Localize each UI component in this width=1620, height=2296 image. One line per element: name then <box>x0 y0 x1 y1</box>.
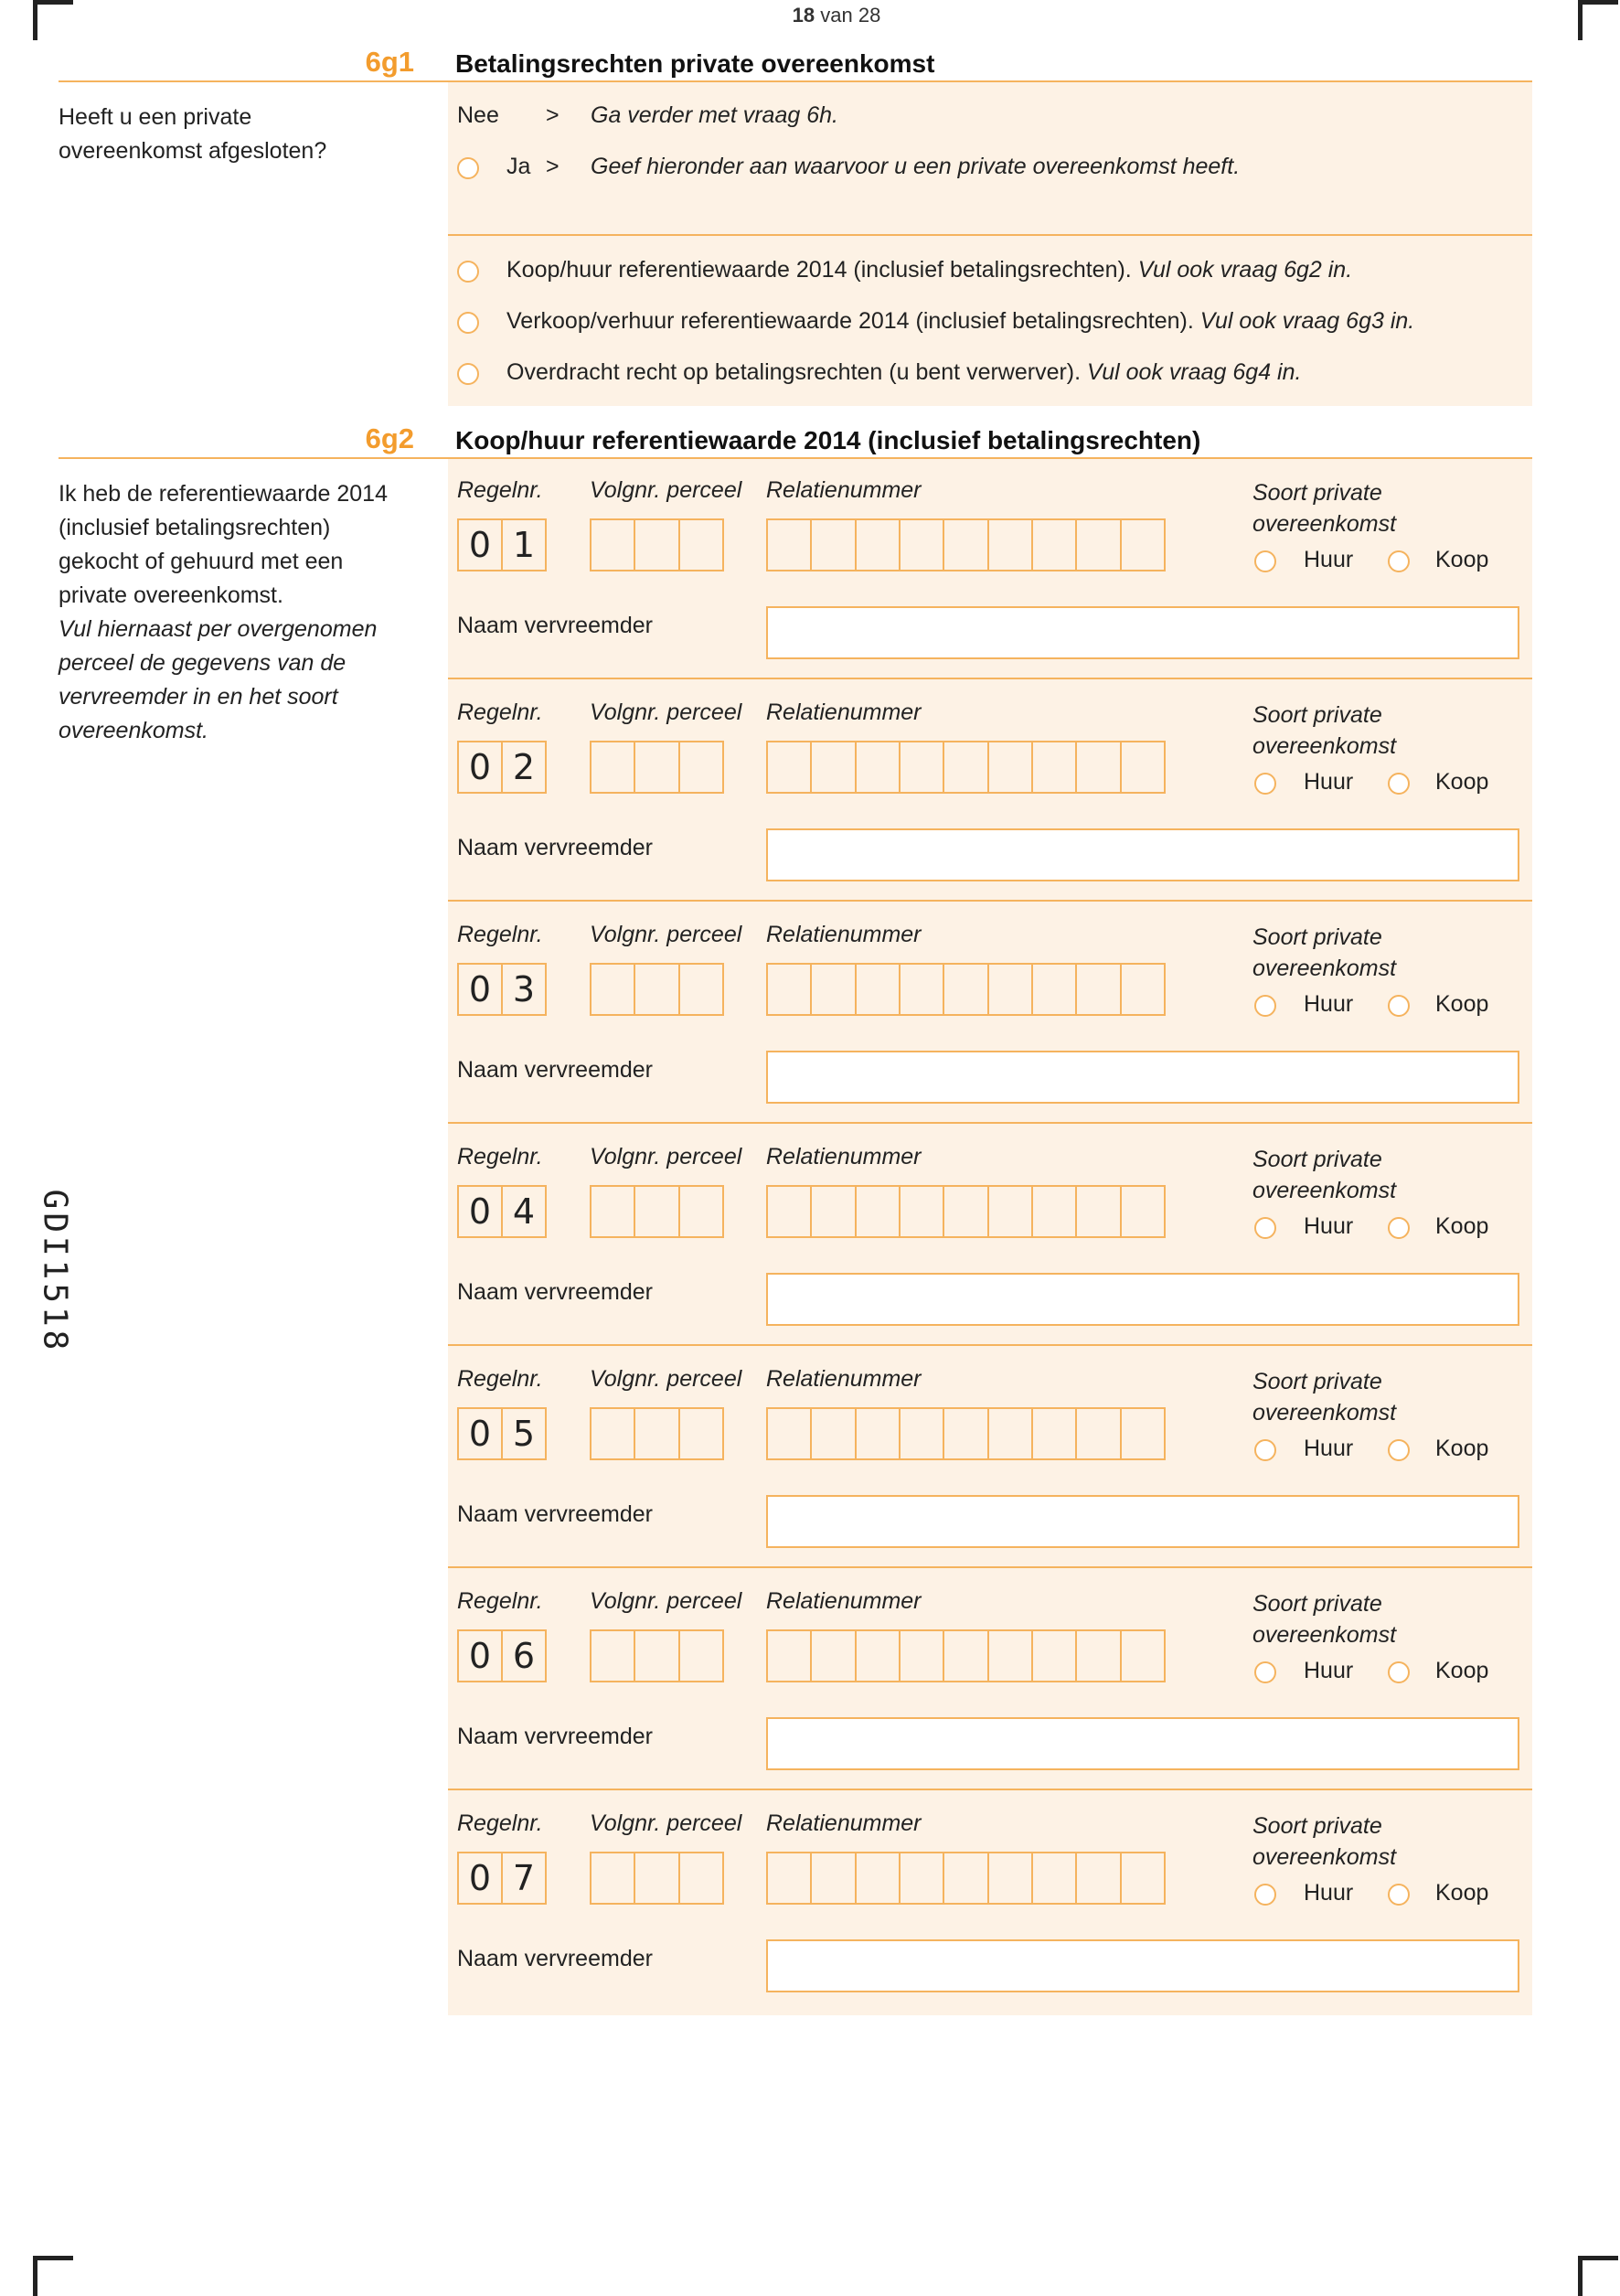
regelnr-label: Regelnr. <box>457 1144 543 1169</box>
soort-label: Soort private overeenkomst <box>1252 702 1397 759</box>
question-title-6g1: Betalingsrechten private overeenkomst <box>455 49 935 78</box>
relatienummer-label: Relatienummer <box>766 1810 922 1836</box>
regelnr-digit-2: 5 <box>512 1414 536 1454</box>
question-number-6g2: 6g2 <box>365 422 414 454</box>
regelnr-digit-1: 0 <box>459 1631 503 1681</box>
regelnr-label: Regelnr. <box>457 699 543 725</box>
row-divider <box>448 1344 1532 1346</box>
volgnr-label: Volgnr. perceel <box>590 477 742 503</box>
relatienummer-label: Relatienummer <box>766 1588 922 1614</box>
regelnr-digit-1: 0 <box>459 1409 503 1458</box>
option-verkoop-verhuur: Verkoop/verhuur referentiewaarde 2014 (inclusief betalingsrechten). Vul ook vraag 6g3 in. <box>506 308 1415 334</box>
volgnr-label: Volgnr. perceel <box>590 1810 742 1836</box>
row-divider <box>448 1122 1532 1124</box>
huur-radio[interactable] <box>1254 550 1276 572</box>
volgnr-label: Volgnr. perceel <box>590 1366 742 1392</box>
volgnr-label: Volgnr. perceel <box>590 1144 742 1169</box>
crop-mark-bottom-right <box>1578 2256 1583 2296</box>
regelnr-label: Regelnr. <box>457 922 543 947</box>
volgnr-label: Volgnr. perceel <box>590 1588 742 1614</box>
volgnr-input[interactable] <box>590 1629 724 1682</box>
relatienummer-input[interactable] <box>766 1185 1166 1238</box>
crop-mark-bottom-left <box>33 2256 37 2296</box>
relatienummer-input[interactable] <box>766 1629 1166 1682</box>
regelnr-digit-1: 0 <box>459 1853 503 1903</box>
huur-radio[interactable] <box>1254 1217 1276 1239</box>
soort-label: Soort private overeenkomst <box>1252 1591 1397 1648</box>
huur-label: Huur <box>1304 1658 1354 1683</box>
koop-radio[interactable] <box>1388 773 1410 795</box>
relatienummer-label: Relatienummer <box>766 1144 922 1169</box>
relatienummer-input[interactable] <box>766 741 1166 794</box>
relatienummer-label: Relatienummer <box>766 1366 922 1392</box>
crop-mark-bottom-right-h <box>1578 2256 1618 2260</box>
koop-label: Koop <box>1435 1880 1489 1906</box>
naam-vervreemder-label: Naam vervreemder <box>457 1057 653 1083</box>
regelnr-box <box>457 1185 547 1238</box>
volgnr-input[interactable] <box>590 518 724 571</box>
option-overdracht: Overdracht recht op betalingsrechten (u bent verwerver). Vul ook vraag 6g4 in. <box>506 359 1302 385</box>
relatienummer-label: Relatienummer <box>766 922 922 947</box>
option-koop-huur-radio[interactable] <box>457 261 479 283</box>
soort-label: Soort private overeenkomst <box>1252 480 1397 537</box>
koop-radio[interactable] <box>1388 1884 1410 1906</box>
volgnr-input[interactable] <box>590 741 724 794</box>
regelnr-label: Regelnr. <box>457 477 543 503</box>
relatienummer-input[interactable] <box>766 963 1166 1016</box>
page-number: 18 van 28 <box>792 4 881 27</box>
huur-radio[interactable] <box>1254 995 1276 1017</box>
option-verkoop-verhuur-radio[interactable] <box>457 312 479 334</box>
regelnr-digit-2: 3 <box>512 969 536 1009</box>
naam-vervreemder-input[interactable] <box>766 606 1519 659</box>
divider-6g1 <box>448 234 1532 236</box>
huur-label: Huur <box>1304 769 1354 795</box>
regelnr-digit-1: 0 <box>459 1187 503 1236</box>
regelnr-box <box>457 518 547 571</box>
regelnr-label: Regelnr. <box>457 1810 543 1836</box>
volgnr-input[interactable] <box>590 1852 724 1905</box>
option-koop-huur: Koop/huur referentiewaarde 2014 (inclusief betalingsrechten). Vul ook vraag 6g2 in. <box>506 257 1353 283</box>
row-divider <box>448 1789 1532 1790</box>
naam-vervreemder-label: Naam vervreemder <box>457 835 653 860</box>
answer-ja-arrow: > <box>546 154 560 179</box>
naam-vervreemder-label: Naam vervreemder <box>457 613 653 638</box>
answer-nee-instruction: Ga verder met vraag 6h. <box>591 102 838 128</box>
regelnr-label: Regelnr. <box>457 1588 543 1614</box>
regelnr-box <box>457 963 547 1016</box>
question-text-6g2: Ik heb de referentiewaarde 2014 (inclusief betalingsrechten) gekocht of gehuurd met een private overeenkomst. Vul hiernaast per overgenomen perceel de gegevens van de vervreemder in en het soort overeenkomst. <box>59 481 388 743</box>
naam-vervreemder-input[interactable] <box>766 1717 1519 1770</box>
crop-mark-bottom-left-h <box>33 2256 73 2260</box>
soort-label: Soort private overeenkomst <box>1252 1147 1397 1203</box>
question-title-6g2: Koop/huur referentiewaarde 2014 (inclusief betalingsrechten) <box>455 426 1201 454</box>
koop-radio[interactable] <box>1388 995 1410 1017</box>
naam-vervreemder-label: Naam vervreemder <box>457 1724 653 1749</box>
regelnr-digit-2: 6 <box>512 1636 536 1676</box>
koop-label: Koop <box>1435 991 1489 1017</box>
koop-radio[interactable] <box>1388 1439 1410 1461</box>
huur-radio[interactable] <box>1254 1661 1276 1683</box>
regelnr-digit-2: 2 <box>512 747 536 787</box>
naam-vervreemder-label: Naam vervreemder <box>457 1279 653 1305</box>
huur-label: Huur <box>1304 1213 1354 1239</box>
relatienummer-input[interactable] <box>766 518 1166 571</box>
naam-vervreemder-input[interactable] <box>766 1051 1519 1104</box>
relatienummer-label: Relatienummer <box>766 477 922 503</box>
regelnr-digit-1: 0 <box>459 520 503 570</box>
option-overdracht-radio[interactable] <box>457 363 479 385</box>
soort-label: Soort private overeenkomst <box>1252 1369 1397 1426</box>
volgnr-input[interactable] <box>590 963 724 1016</box>
huur-label: Huur <box>1304 1436 1354 1461</box>
row-divider <box>448 678 1532 679</box>
regelnr-box <box>457 1629 547 1682</box>
regelnr-label: Regelnr. <box>457 1366 543 1392</box>
huur-label: Huur <box>1304 547 1354 572</box>
naam-vervreemder-input[interactable] <box>766 1495 1519 1548</box>
relatienummer-input[interactable] <box>766 1852 1166 1905</box>
relatienummer-label: Relatienummer <box>766 699 922 725</box>
naam-vervreemder-input[interactable] <box>766 1939 1519 1992</box>
regelnr-digit-2: 4 <box>512 1191 536 1232</box>
regelnr-digit-1: 0 <box>459 965 503 1014</box>
huur-radio[interactable] <box>1254 773 1276 795</box>
answer-ja-label: Ja <box>506 154 531 179</box>
koop-radio[interactable] <box>1388 550 1410 572</box>
koop-label: Koop <box>1435 769 1489 795</box>
relatienummer-input[interactable] <box>766 1407 1166 1460</box>
naam-vervreemder-input[interactable] <box>766 828 1519 881</box>
regelnr-box <box>457 1852 547 1905</box>
volgnr-input[interactable] <box>590 1185 724 1238</box>
huur-radio[interactable] <box>1254 1439 1276 1461</box>
question-number-6g1: 6g1 <box>365 46 414 78</box>
naam-vervreemder-label: Naam vervreemder <box>457 1946 653 1971</box>
koop-radio[interactable] <box>1388 1661 1410 1683</box>
koop-radio[interactable] <box>1388 1217 1410 1239</box>
answer-nee-label: Nee <box>457 102 499 128</box>
regelnr-digit-2: 1 <box>512 525 536 565</box>
regelnr-box <box>457 1407 547 1460</box>
answer-ja-instruction: Geef hieronder aan waarvoor u een private overeenkomst heeft. <box>591 154 1241 179</box>
answer-nee-arrow: > <box>546 102 560 128</box>
answer-ja-radio[interactable] <box>457 157 479 179</box>
koop-label: Koop <box>1435 1436 1489 1461</box>
koop-label: Koop <box>1435 547 1489 572</box>
huur-label: Huur <box>1304 991 1354 1017</box>
naam-vervreemder-label: Naam vervreemder <box>457 1501 653 1527</box>
form-code: GDI1518 <box>36 1189 74 1354</box>
volgnr-label: Volgnr. perceel <box>590 922 742 947</box>
huur-label: Huur <box>1304 1880 1354 1906</box>
volgnr-input[interactable] <box>590 1407 724 1460</box>
row-divider <box>448 1566 1532 1568</box>
regelnr-digit-2: 7 <box>512 1858 536 1898</box>
koop-label: Koop <box>1435 1213 1489 1239</box>
huur-radio[interactable] <box>1254 1884 1276 1906</box>
soort-label: Soort private overeenkomst <box>1252 1813 1397 1870</box>
row-divider <box>448 900 1532 902</box>
koop-label: Koop <box>1435 1658 1489 1683</box>
naam-vervreemder-input[interactable] <box>766 1273 1519 1326</box>
soort-label: Soort private overeenkomst <box>1252 924 1397 981</box>
regelnr-box <box>457 741 547 794</box>
regelnr-digit-1: 0 <box>459 742 503 792</box>
question-text-6g1: Heeft u een private overeenkomst afgesloten? <box>59 104 327 164</box>
volgnr-label: Volgnr. perceel <box>590 699 742 725</box>
panel-6g1 <box>448 82 1532 406</box>
